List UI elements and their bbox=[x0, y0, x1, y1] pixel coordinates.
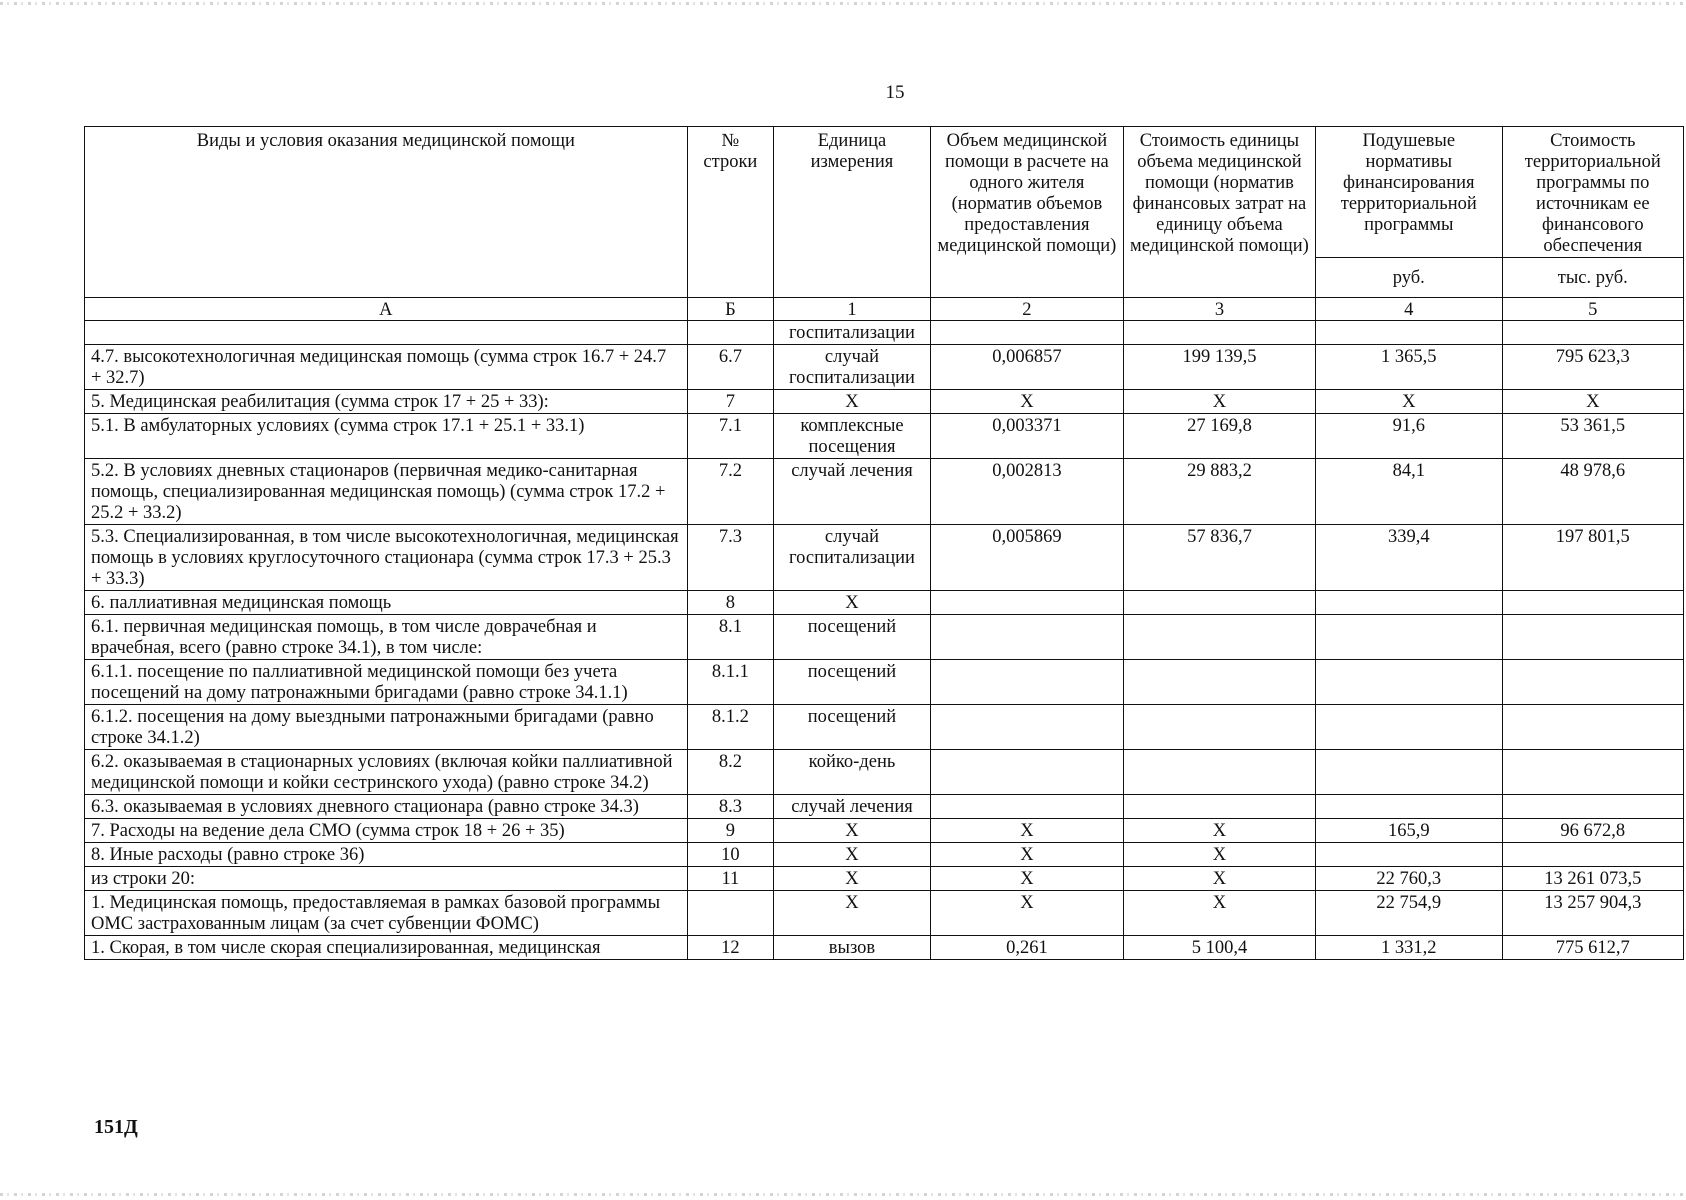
volume-cell: 0,002813 bbox=[930, 459, 1123, 525]
program-cost-cell: 13 257 904,3 bbox=[1502, 891, 1683, 936]
table-row bbox=[85, 591, 1684, 615]
row-name-cell: 8. Иные расходы (равно строке 36) bbox=[85, 843, 688, 867]
table-header bbox=[85, 127, 1684, 321]
unit-cost-cell bbox=[1123, 795, 1315, 819]
unit-cell: посещений bbox=[774, 615, 931, 660]
row-number-cell: 11 bbox=[687, 867, 773, 891]
table-row bbox=[85, 390, 1684, 414]
per-capita-cell bbox=[1315, 750, 1502, 795]
per-capita-cell: 22 754,9 bbox=[1315, 891, 1502, 936]
unit-cell: случай лечения bbox=[774, 795, 931, 819]
row-number-cell: 6.7 bbox=[687, 345, 773, 390]
scan-edge-top bbox=[0, 2, 1686, 5]
volume-cell bbox=[930, 660, 1123, 705]
row-name-cell: 6.1. первичная медицинская помощь, в том числе доврачебная и врачебная, всего (равно строке 34.1), в том числе: bbox=[85, 615, 688, 660]
unit-cell: госпитализации bbox=[774, 321, 931, 345]
row-name-cell: 6.1.1. посещение по паллиативной медицинской помощи без учета посещений на дому патронажными бригадами (равно строке 34.1.1) bbox=[85, 660, 688, 705]
row-name-cell: 4.7. высокотехнологичная медицинская помощь (сумма строк 16.7 + 24.7 + 32.7) bbox=[85, 345, 688, 390]
unit-cell: случай лечения bbox=[774, 459, 931, 525]
row-number-cell: 7.3 bbox=[687, 525, 773, 591]
document-code: 151Д bbox=[94, 1116, 138, 1138]
row-number-cell: 7.2 bbox=[687, 459, 773, 525]
table-row bbox=[85, 525, 1684, 591]
program-cost-cell: X bbox=[1502, 390, 1683, 414]
per-capita-cell bbox=[1315, 321, 1502, 345]
table-row bbox=[85, 843, 1684, 867]
unit-cell: X bbox=[774, 819, 931, 843]
unit-cell: случай госпитализации bbox=[774, 525, 931, 591]
per-capita-cell: 91,6 bbox=[1315, 414, 1502, 459]
volume-cell: X bbox=[930, 819, 1123, 843]
table-row bbox=[85, 795, 1684, 819]
unit-cost-cell: 5 100,4 bbox=[1123, 936, 1315, 960]
table-body bbox=[85, 321, 1684, 960]
unit-cell: вызов bbox=[774, 936, 931, 960]
per-capita-cell bbox=[1315, 795, 1502, 819]
per-capita-cell bbox=[1315, 660, 1502, 705]
volume-cell: X bbox=[930, 843, 1123, 867]
per-capita-cell: 339,4 bbox=[1315, 525, 1502, 591]
program-cost-cell: 53 361,5 bbox=[1502, 414, 1683, 459]
program-cost-cell: 48 978,6 bbox=[1502, 459, 1683, 525]
header-care-type: Виды и условия оказания медицинской помощи bbox=[85, 127, 688, 298]
per-capita-cell: 1 331,2 bbox=[1315, 936, 1502, 960]
unit-cost-cell: 27 169,8 bbox=[1123, 414, 1315, 459]
column-letter: Б bbox=[687, 298, 773, 321]
unit-cost-cell: X bbox=[1123, 819, 1315, 843]
per-capita-cell bbox=[1315, 705, 1502, 750]
volume-cell: X bbox=[930, 867, 1123, 891]
column-letters-row bbox=[85, 298, 1684, 321]
per-capita-cell: 1 365,5 bbox=[1315, 345, 1502, 390]
volume-cell: X bbox=[930, 390, 1123, 414]
row-name-cell: 5. Медицинская реабилитация (сумма строк 17 + 25 + 33): bbox=[85, 390, 688, 414]
row-number-cell bbox=[687, 891, 773, 936]
unit-cost-cell: 29 883,2 bbox=[1123, 459, 1315, 525]
volume-cell bbox=[930, 750, 1123, 795]
volume-cell bbox=[930, 795, 1123, 819]
unit-cell: комплексные посещения bbox=[774, 414, 931, 459]
unit-cost-cell: 199 139,5 bbox=[1123, 345, 1315, 390]
row-number-cell: 8.1.2 bbox=[687, 705, 773, 750]
row-number-cell: 8 bbox=[687, 591, 773, 615]
table-row bbox=[85, 819, 1684, 843]
unit-cost-cell: X bbox=[1123, 843, 1315, 867]
program-cost-cell bbox=[1502, 795, 1683, 819]
header-row-number: № строки bbox=[687, 127, 773, 298]
row-name-cell: 5.2. В условиях дневных стационаров (первичная медико-санитарная помощь, специализированная медицинская помощь) (сумма строк 17.2 + 25.2 + 33.2) bbox=[85, 459, 688, 525]
volume-cell: 0,003371 bbox=[930, 414, 1123, 459]
column-letter: А bbox=[85, 298, 688, 321]
program-cost-cell bbox=[1502, 591, 1683, 615]
row-number-cell: 10 bbox=[687, 843, 773, 867]
row-name-cell: 6.2. оказываемая в стационарных условиях (включая койки паллиативной медицинской помощи и койки сестринского ухода) (равно строке 34.2) bbox=[85, 750, 688, 795]
column-letter: 2 bbox=[930, 298, 1123, 321]
column-letter: 5 bbox=[1502, 298, 1683, 321]
volume-cell bbox=[930, 705, 1123, 750]
table-row bbox=[85, 936, 1684, 960]
unit-cell: X bbox=[774, 867, 931, 891]
program-cost-cell bbox=[1502, 660, 1683, 705]
row-number-cell bbox=[687, 321, 773, 345]
unit-cell: X bbox=[774, 891, 931, 936]
per-capita-cell bbox=[1315, 615, 1502, 660]
row-number-cell: 12 bbox=[687, 936, 773, 960]
program-cost-cell bbox=[1502, 843, 1683, 867]
row-name-cell: 1. Скорая, в том числе скорая специализированная, медицинская bbox=[85, 936, 688, 960]
volume-cell bbox=[930, 615, 1123, 660]
header-volume: Объем медицинской помощи в расчете на одного жителя (норматив объемов предоставления медицинской помощи) bbox=[930, 127, 1123, 298]
header-program-cost: Стоимость территориальной программы по источникам ее финансового обеспечения bbox=[1502, 127, 1683, 258]
unit-cell: X bbox=[774, 591, 931, 615]
row-name-cell: 5.3. Специализированная, в том числе высокотехнологичная, медицинская помощь в условиях круглосуточного стационара (сумма строк 17.3 + 25.3 + 33.3) bbox=[85, 525, 688, 591]
volume-cell: X bbox=[930, 891, 1123, 936]
volume-cell bbox=[930, 591, 1123, 615]
table-row bbox=[85, 705, 1684, 750]
table-row bbox=[85, 321, 1684, 345]
row-name-cell bbox=[85, 321, 688, 345]
per-capita-cell bbox=[1315, 591, 1502, 615]
row-number-cell: 8.3 bbox=[687, 795, 773, 819]
table-row bbox=[85, 660, 1684, 705]
volume-cell: 0,005869 bbox=[930, 525, 1123, 591]
table-row bbox=[85, 414, 1684, 459]
unit-cell: посещений bbox=[774, 705, 931, 750]
per-capita-cell: X bbox=[1315, 390, 1502, 414]
row-name-cell: 6. паллиативная медицинская помощь bbox=[85, 591, 688, 615]
page-number: 15 bbox=[885, 82, 905, 103]
row-name-cell: 6.1.2. посещения на дому выездными патронажными бригадами (равно строке 34.1.2) bbox=[85, 705, 688, 750]
unit-cell: посещений bbox=[774, 660, 931, 705]
unit-cost-cell bbox=[1123, 321, 1315, 345]
unit-cost-cell: 57 836,7 bbox=[1123, 525, 1315, 591]
unit-cell: X bbox=[774, 390, 931, 414]
row-name-cell: 1. Медицинская помощь, предоставляемая в рамках базовой программы ОМС застрахованным лицам (за счет субвенции ФОМС) bbox=[85, 891, 688, 936]
program-cost-cell: 775 612,7 bbox=[1502, 936, 1683, 960]
unit-cost-cell: X bbox=[1123, 891, 1315, 936]
unit-cell: случай госпитализации bbox=[774, 345, 931, 390]
unit-cell: койко-день bbox=[774, 750, 931, 795]
table-row bbox=[85, 891, 1684, 936]
per-capita-cell: 22 760,3 bbox=[1315, 867, 1502, 891]
unit-cost-cell bbox=[1123, 615, 1315, 660]
unit-cost-cell: X bbox=[1123, 390, 1315, 414]
per-capita-cell bbox=[1315, 843, 1502, 867]
header-unit: Единица измерения bbox=[774, 127, 931, 298]
row-number-cell: 8.1.1 bbox=[687, 660, 773, 705]
scan-edge-bottom bbox=[0, 1193, 1686, 1196]
program-cost-cell bbox=[1502, 705, 1683, 750]
unit-cost-cell bbox=[1123, 705, 1315, 750]
program-cost-cell bbox=[1502, 615, 1683, 660]
medical-care-table bbox=[84, 126, 1684, 960]
unit-cell: X bbox=[774, 843, 931, 867]
program-cost-cell bbox=[1502, 750, 1683, 795]
header-unit-cost: Стоимость единицы объема медицинской помощи (норматив финансовых затрат на единицу объема медицинской помощи) bbox=[1123, 127, 1315, 298]
row-name-cell: 7. Расходы на ведение дела СМО (сумма строк 18 + 26 + 35) bbox=[85, 819, 688, 843]
program-cost-cell: 197 801,5 bbox=[1502, 525, 1683, 591]
table-row bbox=[85, 345, 1684, 390]
unit-cost-cell bbox=[1123, 660, 1315, 705]
table-row bbox=[85, 750, 1684, 795]
program-cost-cell bbox=[1502, 321, 1683, 345]
program-cost-cell: 795 623,3 bbox=[1502, 345, 1683, 390]
header-unit-rub: руб. bbox=[1315, 258, 1502, 298]
per-capita-cell: 165,9 bbox=[1315, 819, 1502, 843]
row-number-cell: 8.2 bbox=[687, 750, 773, 795]
table-row bbox=[85, 615, 1684, 660]
unit-cost-cell bbox=[1123, 750, 1315, 795]
row-number-cell: 7 bbox=[687, 390, 773, 414]
unit-cost-cell: X bbox=[1123, 867, 1315, 891]
header-per-capita: Подушевые нормативы финансирования территориальной программы bbox=[1315, 127, 1502, 258]
column-letter: 1 bbox=[774, 298, 931, 321]
column-letter: 3 bbox=[1123, 298, 1315, 321]
row-name-cell: 6.3. оказываемая в условиях дневного стационара (равно строке 34.3) bbox=[85, 795, 688, 819]
row-number-cell: 8.1 bbox=[687, 615, 773, 660]
volume-cell: 0,261 bbox=[930, 936, 1123, 960]
header-unit-thousand-rub: тыс. руб. bbox=[1502, 258, 1683, 298]
column-letter: 4 bbox=[1315, 298, 1502, 321]
row-name-cell: из строки 20: bbox=[85, 867, 688, 891]
table-row bbox=[85, 867, 1684, 891]
volume-cell bbox=[930, 321, 1123, 345]
program-cost-cell: 96 672,8 bbox=[1502, 819, 1683, 843]
volume-cell: 0,006857 bbox=[930, 345, 1123, 390]
row-number-cell: 9 bbox=[687, 819, 773, 843]
program-cost-cell: 13 261 073,5 bbox=[1502, 867, 1683, 891]
row-number-cell: 7.1 bbox=[687, 414, 773, 459]
table-row bbox=[85, 459, 1684, 525]
unit-cost-cell bbox=[1123, 591, 1315, 615]
per-capita-cell: 84,1 bbox=[1315, 459, 1502, 525]
row-name-cell: 5.1. В амбулаторных условиях (сумма строк 17.1 + 25.1 + 33.1) bbox=[85, 414, 688, 459]
